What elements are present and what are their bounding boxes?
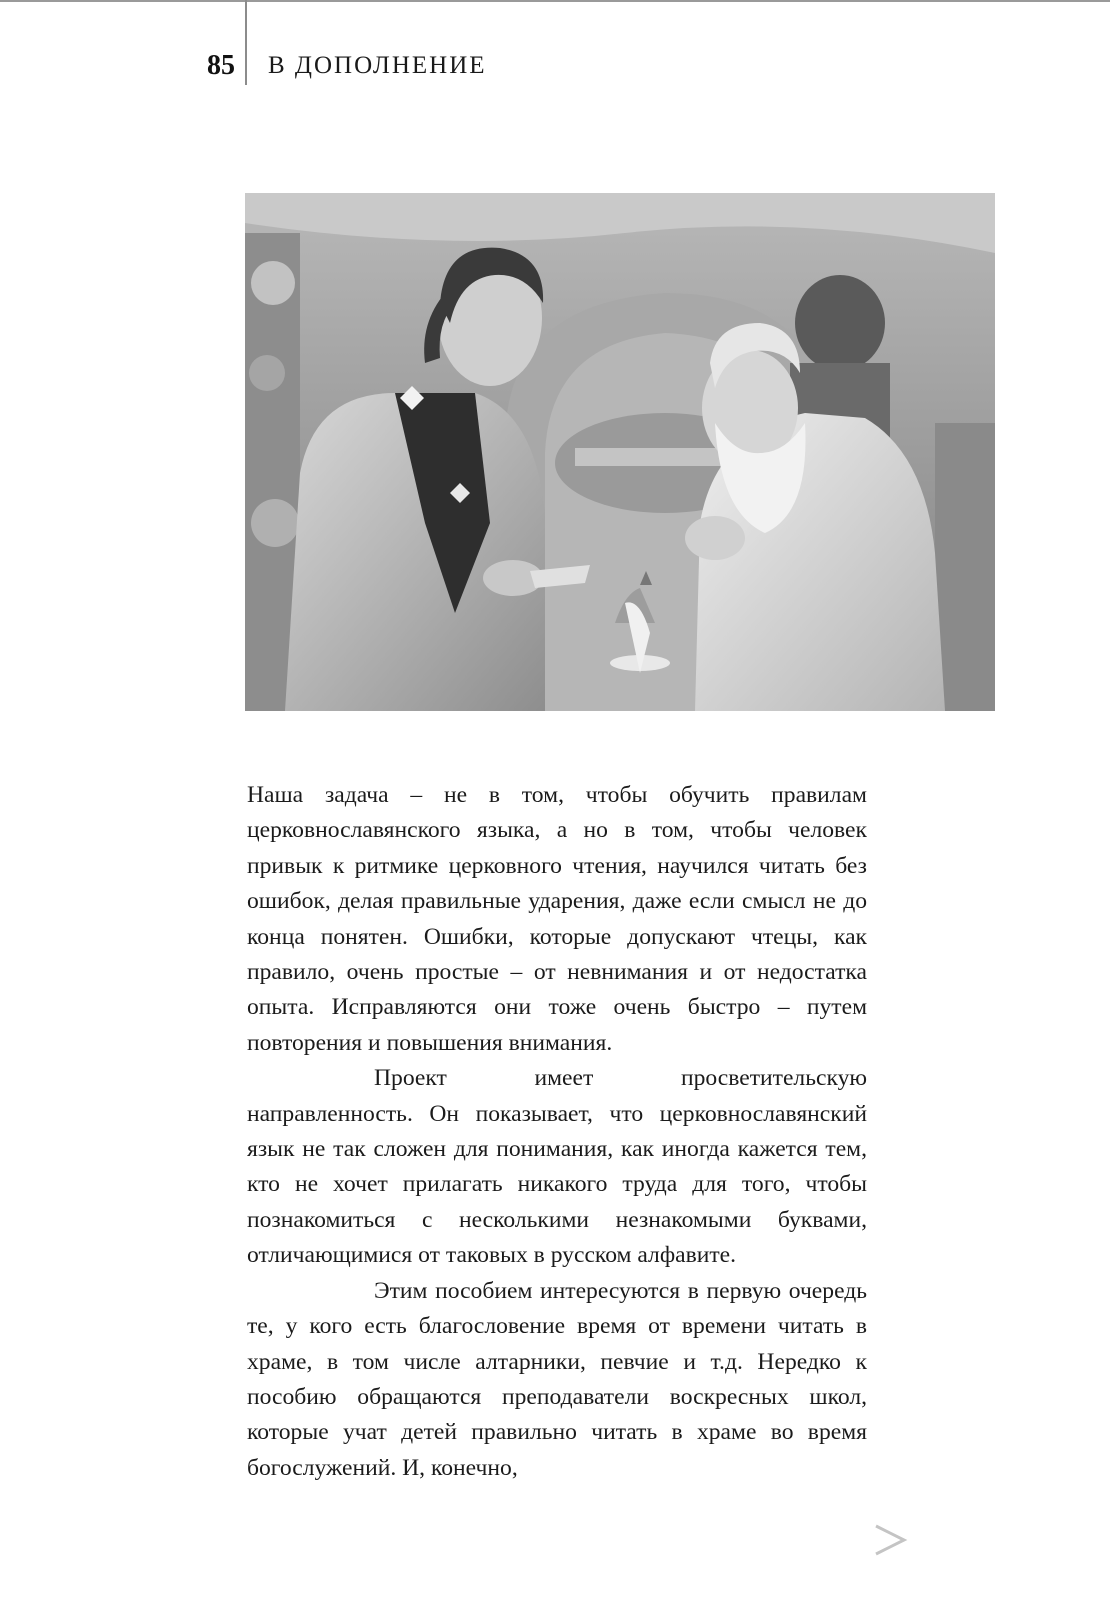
chevron-right-icon[interactable] xyxy=(870,1522,910,1558)
page-number: 85 xyxy=(207,50,235,81)
paragraph-3: Этим пособием интересуются в первую очередь те, у кого есть благословение время от времени читать в храме, в том числе алтарники, певчие и т.д. Нередко к пособию обращаются преподаватели воскресных школ, которые учат детей правильно читать в храме во время богослужений. И, конечно, xyxy=(247,1277,867,1481)
body-text xyxy=(247,778,867,1486)
header-divider xyxy=(245,0,247,85)
paragraph-1: Наша задача – не в том, чтобы обучить правилам церковнославянского языка, а но в том, чтобы человек привык к ритмике церковного чтения, научился читать без ошибок, делая правильные ударения, даже если смысл не до конца понятен. Ошибки, которые допускают чтецы, как правило, очень простые – от невнимания и от недостатка опыта. Исправляются они тоже очень быстро – путем повторения и повышения внимания. xyxy=(247,782,867,1056)
paragraph-2: Проект имеет просветительскую направленность. Он показывает, что церковнославянский язык не так сложен для понимания, как иногда кажется тем, кто не хочет прилагать никакого труда для того, чтобы познакомиться с несколькими незнакомыми буквами, отличающимися от таковых в русском алфавите. xyxy=(247,1065,867,1269)
running-title: В ДОПОЛНЕНИЕ xyxy=(268,52,487,79)
top-rule xyxy=(0,0,1110,2)
photo xyxy=(245,193,995,711)
photo-illustration xyxy=(245,193,995,711)
